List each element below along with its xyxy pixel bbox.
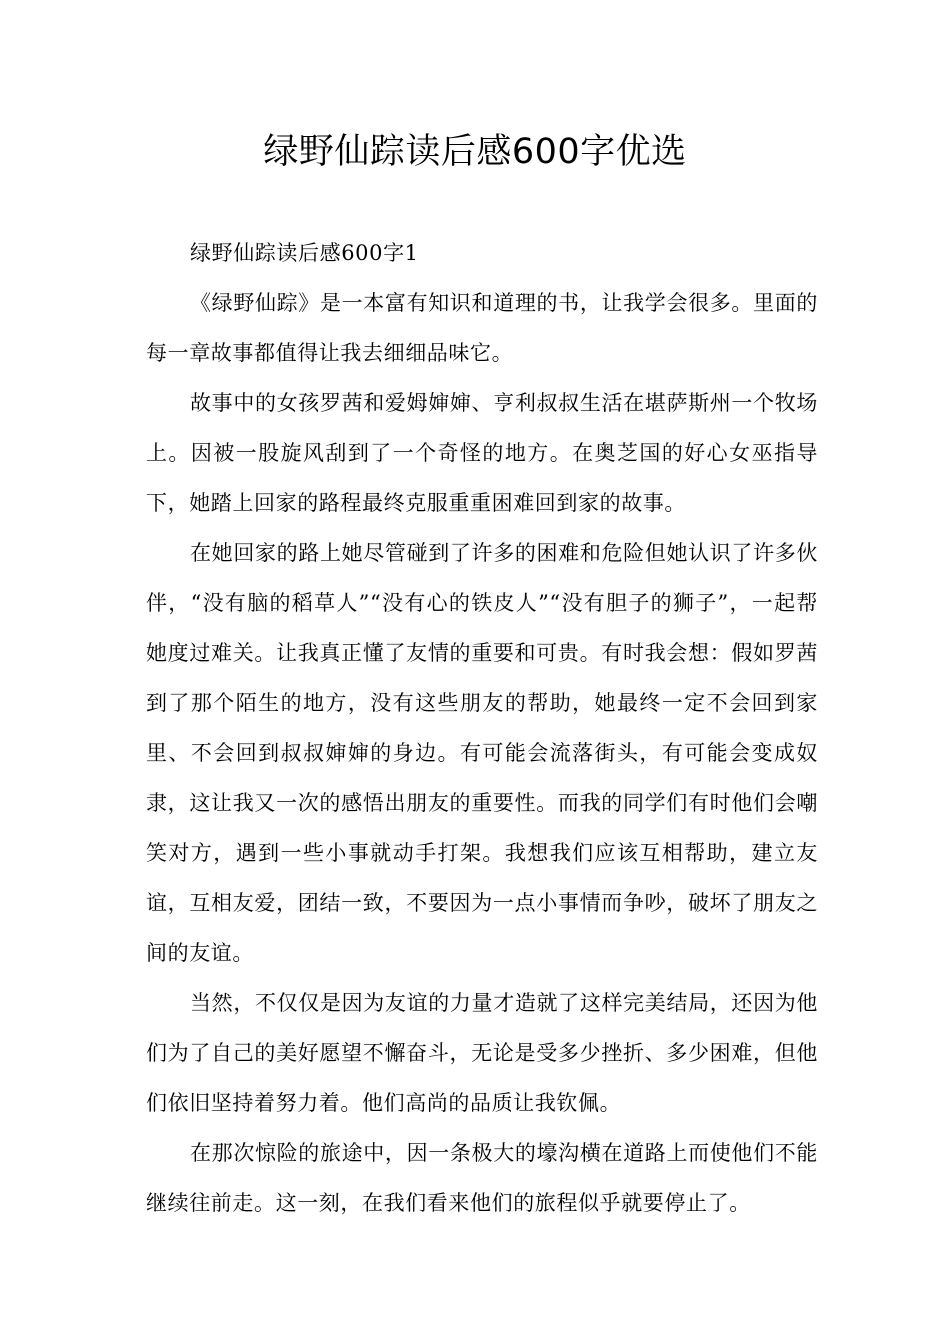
document-body bbox=[146, 228, 818, 1228]
paragraph: 当然，不仅仅是因为友谊的力量才造就了这样完美结局，还因为他们为了自己的美好愿望不懈奋斗，无论是受多少挫折、多少困难，但他们依旧坚持着努力着。他们高尚的品质让我钦佩。 bbox=[146, 991, 818, 1115]
section-heading: 绿野仙踪读后感600字1 bbox=[190, 241, 419, 265]
paragraph: 在那次惊险的旅途中，因一条极大的壕沟横在道路上而使他们不能继续往前走。这一刻，在我们看来他们的旅程似乎就要停止了。 bbox=[146, 1141, 818, 1215]
document-title: 绿野仙踪读后感600字优选 bbox=[263, 132, 687, 172]
paragraph: 《绿野仙踪》是一本富有知识和道理的书，让我学会很多。里面的每一章故事都值得让我去细细品味它。 bbox=[146, 291, 818, 365]
paragraph: 在她回家的路上她尽管碰到了许多的困难和危险但她认识了许多伙伴，“没有脑的稻草人”“没有心的铁皮人”“没有胆子的狮子”，一起帮她度过难关。让我真正懂了友情的重要和可贵。有时我会想：假如罗茜到了那个陌生的地方，没有这些朋友的帮助，她最终一定不会回到家里、不会回到叔叔婶婶的身边。有可能会流落街头，有可能会变成奴隶，这让我又一次的感悟出朋友的重要性。而我的同学们有时他们会嘲笑对方，遇到一些小事就动手打架。我想我们应该互相帮助，建立友谊，互相友爱，团结一致，不要因为一点小事情而争吵，破坏了朋友之间的友谊。 bbox=[146, 541, 818, 965]
paragraph: 故事中的女孩罗茜和爱姆婶婶、亨利叔叔生活在堪萨斯州一个牧场上。因被一股旋风刮到了一个奇怪的地方。在奥芝国的好心女巫指导下，她踏上回家的路程最终克服重重困难回到家的故事。 bbox=[146, 391, 818, 515]
